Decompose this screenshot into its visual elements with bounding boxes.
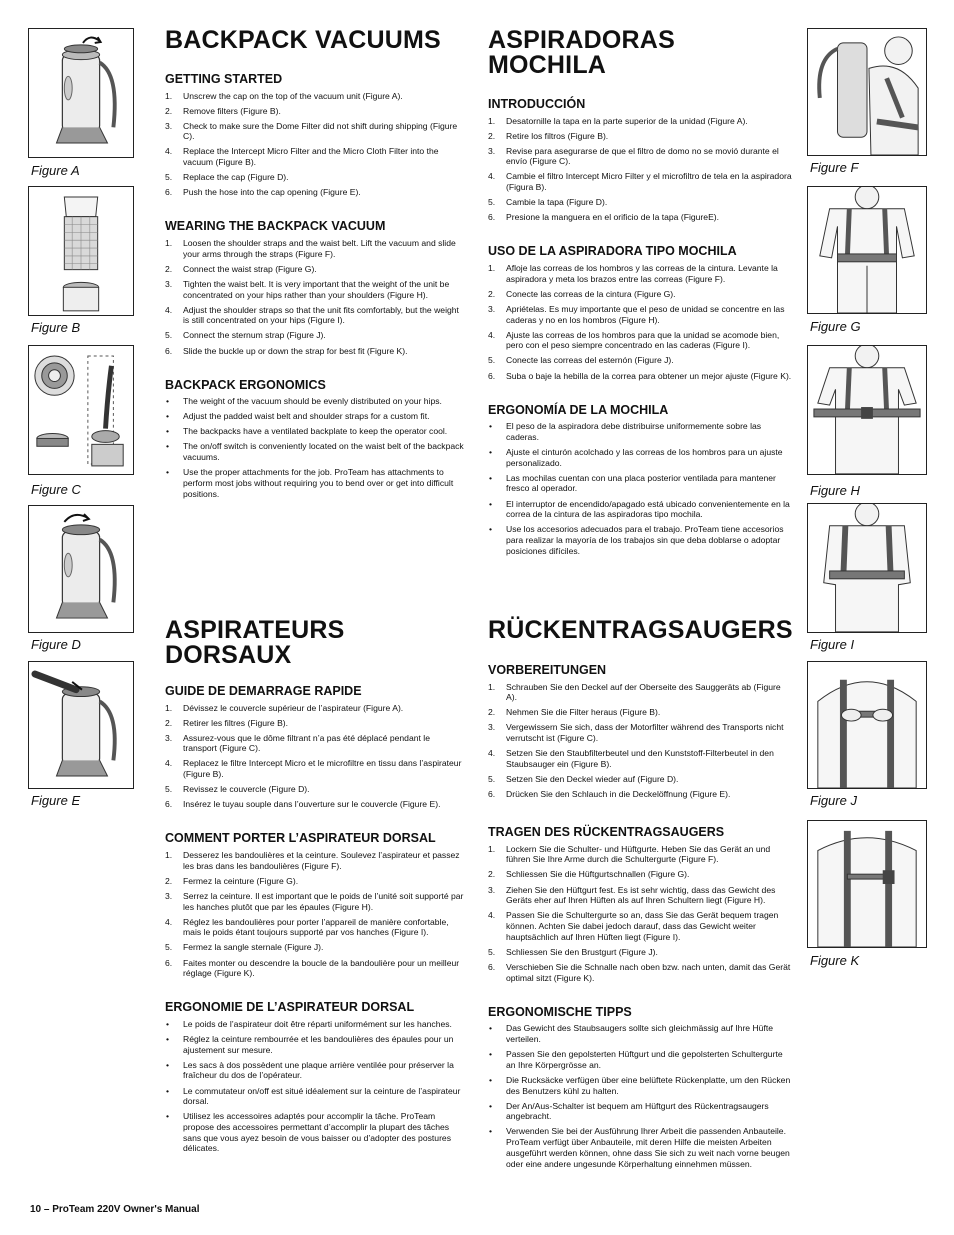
list-item: 1. Loosen the shoulder straps and the waist belt. Lift the vacuum and slide your arms through the straps (Figure F). — [165, 237, 456, 259]
list-item: 2. Retirer les filtres (Figure B). — [165, 717, 289, 728]
list-item: • Der An/Aus-Schalter ist bequem am Hüftgurt des Rückentragsaugers angebracht. — [488, 1101, 793, 1122]
list-item: • Das Gewicht des Staubsaugers sollte sich gleichmässig auf Ihre Hüfte verteilen. — [488, 1023, 793, 1044]
list-item: 2. Schliessen Sie die Hüftgurtschnallen (Figure G). — [488, 869, 690, 880]
german-vorbereitungen-heading: VORBEREITUNGEN — [488, 663, 607, 677]
list-item: 4. Ajuste las correas de los hombros para que la unidad se acomode bien, pero con el peso siempre concentrado en las caderas (Figure I). — [488, 329, 780, 351]
page-footer: 10 – ProTeam 220V Owner's Manual — [30, 1204, 200, 1215]
list-item: 1. Schrauben Sie den Deckel auf der Oberseite des Sauggeräts ab (Figure A). — [488, 681, 781, 703]
list-item: • Die Rucksäcke verfügen über eine belüftete Rückenplatte, um den Rücken des Benutzers kühl zu halten. — [488, 1075, 793, 1096]
list-item: 5. Replace the cap (Figure D). — [165, 172, 289, 183]
list-item: 5. Fermez la sangle sternale (Figure J). — [165, 942, 324, 953]
list-item: 1. Desatornille la tapa en la parte superior de la unidad (Figure A). — [488, 115, 748, 126]
list-item: 6. Faites monter ou descendre la boucle de la bandoulière pour un meilleur réglage (Figure K). — [165, 957, 460, 979]
list-item: 4. Réglez les bandoulières pour porter l’appareil de manière confortable, mais le poids étant toujours supporté par vos hanches (Figure I). — [165, 916, 449, 938]
german-ergonomische-heading: ERGONOMISCHE TIPPS — [488, 1004, 632, 1019]
list-item: • The backpacks have a ventilated backplate to keep the operator cool. — [165, 426, 465, 437]
list-item: 2. Fermez la ceinture (Figure G). — [165, 875, 299, 886]
list-item: 3. Ziehen Sie den Hüftgurt fest. Es ist sehr wichtig, dass das Gewicht des Geräts eher auf Ihren Hüften als auf Ihren Schultern liegt (Figure H). — [488, 884, 776, 906]
spanish-uso-list — [488, 263, 793, 381]
english-ergonomics-heading: BACKPACK ERGONOMICS — [165, 377, 326, 392]
english-getting-started-heading: GETTING STARTED — [165, 72, 283, 86]
french-title: ASPIRATEURS DORSAUX — [165, 616, 345, 669]
person-slide-buckle-icon — [808, 821, 926, 947]
list-item: • Use los accesorios adecuados para el trabajo. ProTeam tiene accesorios para realizar la mayoría de los trabajos sin que deba doblarse o adoptar posiciones difíciles. — [488, 524, 793, 556]
list-item: 6. Insérez le tuyau souple dans l’ouverture sur le couvercle (Figure E). — [165, 799, 441, 810]
person-waist-strap-icon — [808, 187, 926, 313]
figure-h-caption: Figure H — [810, 483, 860, 498]
figure-k-illustration — [807, 820, 927, 948]
cap-replace-icon — [29, 506, 133, 632]
spanish-section — [488, 28, 793, 561]
list-item: 4. Cambie el filtro Intercept Micro Filter y el microfiltro de tela en la aspiradora (Figura B). — [488, 171, 792, 193]
figure-a-illustration — [28, 28, 134, 158]
list-item: 6. Push the hose into the cap opening (Figure E). — [165, 187, 361, 198]
list-item: • Las mochilas cuentan con una placa posterior ventilada para mantener fresco al operador. — [488, 473, 793, 494]
french-porter-list — [165, 850, 465, 979]
figure-f-caption: Figure F — [810, 160, 859, 175]
spanish-ergonomia-list — [488, 421, 793, 556]
person-tighten-belt-icon — [808, 346, 926, 474]
list-item: • Les sacs à dos possèdent une plaque arrière ventilée pour préserver la fraîcheur du dos de l’opérateur. — [165, 1060, 465, 1081]
list-item: 1. Lockern Sie die Schulter- und Hüftgurte. Heben Sie das Gerät an und führen Sie Ihre Arme durch die Schultergurte (Figure F). — [488, 843, 771, 865]
figure-c-caption: Figure C — [31, 482, 81, 497]
filters-removed-icon — [29, 187, 133, 315]
german-tragen-list — [488, 844, 793, 984]
figure-e-illustration — [28, 661, 134, 789]
list-item: 3. Apriételas. Es muy importante que el peso de unidad se concentre en las caderas y no en los hombros (Figure H). — [488, 303, 785, 325]
figure-i-caption: Figure I — [810, 637, 855, 652]
spanish-intro-list — [488, 116, 793, 224]
figure-a-caption: Figure A — [31, 163, 80, 178]
french-ergonomie-list — [165, 1019, 465, 1154]
french-guide-list — [165, 703, 465, 811]
list-item: 3. Revise para asegurarse de que el filtro de domo no se movió durante el envío (Figure C). — [488, 145, 779, 167]
list-item: 4. Passen Sie die Schultergurte so an, dass Sie das Gerät bequem tragen können. Achten Sie dabei jedoch darauf, dass das Gewicht weiter hauptsächlich auf Ihren Hüften liegt (Figure I). — [488, 910, 779, 942]
list-item: • Adjust the padded waist belt and shoulder straps for a custom fit. — [165, 411, 465, 422]
list-item: 4. Replacez le filtre Intercept Micro et le microfiltre en tissu dans l’aspirateur (Figure B). — [165, 758, 462, 780]
list-item: • Passen Sie den gepolsterten Hüftgurt und die gepolsterten Schultergurte an Ihre Körpergrösse an. — [488, 1049, 793, 1070]
figure-i-illustration — [807, 503, 927, 633]
list-item: • Le commutateur on/off est situé idéalement sur la ceinture de l’aspirateur dorsal. — [165, 1086, 465, 1107]
list-item: • Réglez la ceinture rembourrée et les bandoulières des épaules pour un ajustement sur mesure. — [165, 1034, 465, 1055]
person-adjust-shoulder-straps-icon — [808, 504, 926, 632]
list-item: • Le poids de l’aspirateur doit être réparti uniformément sur les hanches. — [165, 1019, 465, 1030]
figure-d-caption: Figure D — [31, 637, 81, 652]
list-item: • Utilisez les accessoires adaptés pour accomplir la tâche. ProTeam propose des accessoires permettant d’accomplir la plupart des tâches sans que vous ayez besoin de vous baisser ou d’adopter des postures délicates. — [165, 1111, 465, 1154]
list-item: 3. Tighten the waist belt. It is very important that the weight of the unit be concentrated on your hips rather than your shoulders (Figure H). — [165, 278, 450, 300]
person-sternum-strap-icon — [808, 662, 926, 788]
list-item: 5. Revissez le couvercle (Figure D). — [165, 784, 310, 795]
list-item: 6. Drücken Sie den Schlauch in die Deckelöffnung (Figure E). — [488, 789, 731, 800]
list-item: 6. Presione la manguera en el orificio de la tapa (FigureE). — [488, 212, 720, 223]
list-item: 3. Serrez la ceinture. Il est important que le poids de l’unité soit supporté par les hanches plutôt que par les épaules (Figure H). — [165, 890, 464, 912]
english-section — [165, 28, 465, 504]
figure-d-illustration — [28, 505, 134, 633]
list-item: • Verwenden Sie bei der Ausführung Ihrer Arbeit die passenden Anbauteile. ProTeam verfügt über Anbauteile, mit deren Hilfe die meisten Arbeiten ausgeführt werden können, ohne dass Sie sich zu weit nach vorne beugen oder eine andere ungesunde Körperhaltung einnehmen müssen. — [488, 1126, 793, 1169]
list-item: 2. Nehmen Sie die Filter heraus (Figure B). — [488, 707, 661, 718]
french-guide-heading: GUIDE DE DEMARRAGE RAPIDE — [165, 684, 362, 698]
figure-g-caption: Figure G — [810, 319, 861, 334]
list-item: • El peso de la aspiradora debe distribuirse uniformemente sobre las caderas. — [488, 421, 793, 442]
figure-h-illustration — [807, 345, 927, 475]
figure-j-caption: Figure J — [810, 793, 857, 808]
list-item: 5. Conecte las correas del esternón (Figure J). — [488, 355, 674, 366]
english-wearing-heading: WEARING THE BACKPACK VACUUM — [165, 219, 386, 234]
figure-c-illustration — [28, 345, 134, 475]
list-item: • The weight of the vacuum should be evenly distributed on your hips. — [165, 396, 465, 407]
list-item: 6. Verschieben Sie die Schnalle nach oben bzw. nach unten, damit das Gerät optimal sitzt (Figure K). — [488, 961, 791, 983]
figure-b-caption: Figure B — [31, 320, 81, 335]
person-lifting-vacuum-icon — [808, 29, 926, 155]
list-item: 1. Desserez les bandoulières et la ceinture. Soulevez l’aspirateur et passez les bras dans les bandoulières (Figure F). — [165, 849, 460, 871]
figure-e-caption: Figure E — [31, 793, 81, 808]
spanish-uso-heading: USO DE LA ASPIRADORA TIPO MOCHILA — [488, 244, 737, 259]
hose-insert-icon — [29, 662, 133, 788]
list-item: 4. Adjust the shoulder straps so that the unit fits comfortably, but the weight is still concentrated on your hips (Figure I). — [165, 304, 459, 326]
list-item: 5. Cambie la tapa (Figure D). — [488, 197, 608, 208]
list-item: 6. Slide the buckle up or down the strap for best fit (Figure K). — [165, 345, 408, 356]
spanish-intro-heading: INTRODUCCIÓN — [488, 97, 586, 111]
list-item: 5. Schliessen Sie den Brustgurt (Figure J). — [488, 946, 658, 957]
english-wearing-list — [165, 238, 465, 356]
figure-g-illustration — [807, 186, 927, 314]
list-item: 2. Retire los filtros (Figure B). — [488, 130, 609, 141]
list-item: 5. Connect the sternum strap (Figure J). — [165, 330, 326, 341]
german-title: RÜCKENTRAGSAUGERS — [488, 616, 793, 644]
list-item: 3. Assurez-vous que le dôme filtrant n’a pas été déplacé pendant le transport (Figure C). — [165, 732, 430, 754]
german-tragen-heading: TRAGEN DES RÜCKENTRAGSAUGERS — [488, 825, 725, 840]
list-item: 1. Afloje las correas de los hombros y las correas de la cintura. Levante la aspiradora y meta los brazos entre las correas (Figure F). — [488, 262, 778, 284]
list-item: 2. Conecte las correas de la cintura (Figure G). — [488, 288, 676, 299]
list-item: • El interruptor de encendido/apagado está ubicado convenientemente en la correa de la cintura de las aspiradoras tipo mochila. — [488, 499, 793, 520]
spanish-title: ASPIRADORAS MOCHILA — [488, 26, 675, 79]
english-title: BACKPACK VACUUMS — [165, 26, 441, 54]
list-item: • Ajuste el cinturón acolchado y las correas de los hombros para un ajuste personalizado. — [488, 447, 793, 468]
figure-j-illustration — [807, 661, 927, 789]
english-ergonomics-list — [165, 396, 465, 499]
list-item: • Use the proper attachments for the job. ProTeam has attachments to perform most jobs without requiring you to bend over or get into difficult positions. — [165, 467, 465, 499]
german-section — [488, 618, 793, 1174]
figure-k-caption: Figure K — [810, 953, 860, 968]
list-item: 3. Check to make sure the Dome Filter did not shift during shipping (Figure C). — [165, 120, 458, 142]
figure-b-illustration — [28, 186, 134, 316]
list-item: • The on/off switch is conveniently located on the waist belt of the backpack vacuums. — [165, 441, 465, 462]
german-ergonomische-list — [488, 1023, 793, 1169]
french-ergonomie-heading: ERGONOMIE DE L’ASPIRATEUR DORSAL — [165, 1000, 415, 1015]
list-item: 1. Dévissez le couvercle supérieur de l’aspirateur (Figure A). — [165, 702, 404, 713]
german-vorbereitungen-list — [488, 682, 793, 800]
list-item: 5. Setzen Sie den Deckel wieder auf (Figure D). — [488, 773, 679, 784]
list-item: 1. Unscrew the cap on the top of the vacuum unit (Figure A). — [165, 90, 403, 101]
list-item: 3. Vergewissern Sie sich, dass der Motorfilter während des Transports nicht verrutscht ist (Figure C). — [488, 722, 784, 744]
figure-f-illustration — [807, 28, 927, 156]
list-item: 4. Setzen Sie den Staubfilterbeutel und den Kunststoff-Filterbeutel in den Staubsauger ein (Figure B). — [488, 748, 774, 769]
list-item: 4. Replace the Intercept Micro Filter and the Micro Cloth Filter into the vacuum (Figure B). — [165, 146, 439, 168]
list-item: 2. Remove filters (Figure B). — [165, 105, 281, 116]
spanish-ergonomia-heading: ERGONOMÍA DE LA MOCHILA — [488, 402, 669, 417]
list-item: 2. Connect the waist strap (Figure G). — [165, 263, 317, 274]
vacuum-cap-unscrew-icon — [29, 29, 133, 157]
english-getting-started-list — [165, 91, 465, 199]
french-porter-heading: COMMENT PORTER L’ASPIRATEUR DORSAL — [165, 831, 436, 846]
dome-filter-check-icon — [29, 346, 133, 474]
list-item: 6. Suba o baje la hebilla de la correa para obtener un mejor ajuste (Figure K). — [488, 370, 792, 381]
french-section — [165, 618, 465, 1159]
